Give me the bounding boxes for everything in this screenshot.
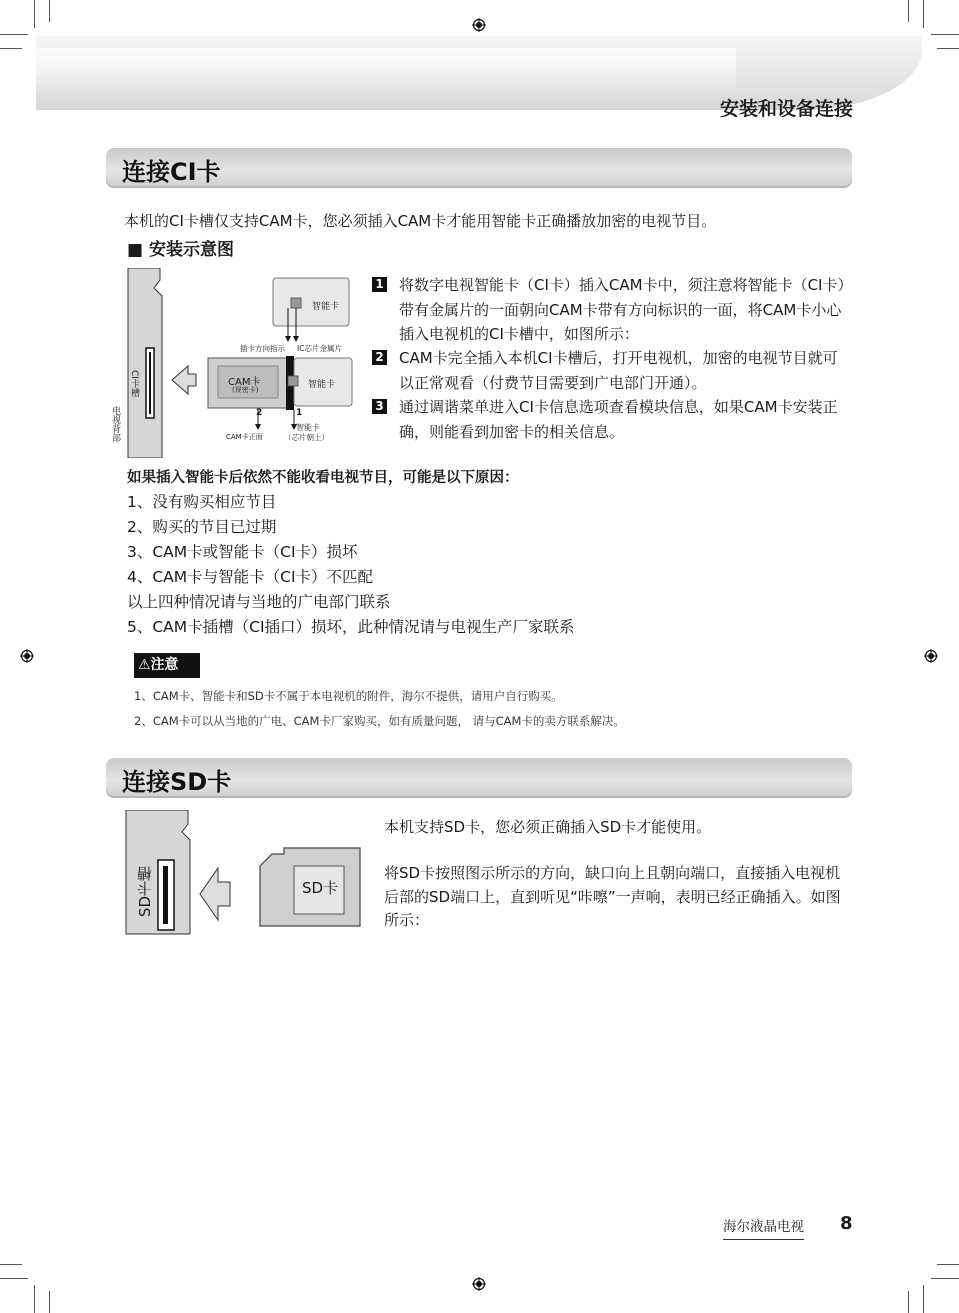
- section-title: 安装和设备连接: [719, 98, 853, 120]
- diagram-label-tv-back: 电视背部: [110, 406, 120, 442]
- sd-section-title: 连接SD卡: [122, 768, 232, 796]
- sd-para-2: 将SD卡按照图示所示的方向，缺口向上且朝向端口，直接插入电视机后部的SD端口上，直到听见“咔嚓”一声响，表明已经正确插入。如图所示：: [384, 864, 841, 929]
- crop-mark: [0, 1278, 28, 1279]
- diagram-label-cam-card: CAM卡: [228, 377, 261, 388]
- diagram-label-smart-card-mid: 智能卡: [308, 380, 336, 390]
- list-item: 3、CAM卡或智能卡（CI卡）损坏: [127, 543, 358, 561]
- sd-para-1: 本机支持SD卡，您必须正确插入SD卡才能使用。: [384, 818, 712, 836]
- chip-icon: [288, 376, 298, 386]
- note-1: 1、CAM卡、智能卡和SD卡不属于本电视机的附件，海尔不提供，请用户自行购买。: [134, 689, 563, 703]
- arrow-head: [285, 336, 291, 342]
- crop-mark: [49, 0, 50, 22]
- diagram-label-cam-front: CAM卡正面: [226, 433, 263, 441]
- ci-install-diagram: [108, 268, 360, 458]
- step-number: 3: [372, 399, 387, 414]
- list-item: 2、购买的节目已过期: [127, 518, 277, 536]
- diagram-label-insert-direction: 插卡方向指示: [240, 344, 285, 353]
- page-header: [0, 94, 959, 124]
- ci-intro: 本机的CI卡槽仅支持CAM卡，您必须插入CAM卡才能用智能卡正确播放加密的电视节目。: [124, 212, 717, 230]
- registration-mark-icon: [472, 18, 486, 32]
- crop-mark: [923, 0, 924, 28]
- ci-section-title: 连接CI卡: [122, 158, 221, 186]
- tv-back-panel: [128, 268, 162, 458]
- crop-mark: [937, 48, 959, 49]
- header-band-highlight: [36, 48, 736, 98]
- registration-mark-icon: [924, 649, 938, 663]
- reasons-list: [127, 490, 575, 640]
- list-item: 1、没有购买相应节目: [127, 493, 277, 511]
- list-item: 以上四种情况请与当地的广电部门联系: [127, 593, 391, 611]
- diagram-label-chip-up: （芯片朝上）: [284, 433, 329, 442]
- diagram-subheading: ■ 安装示意图: [127, 240, 234, 260]
- diagram-label-ci-slot: CI卡槽: [129, 370, 139, 397]
- registration-mark-icon: [20, 649, 34, 663]
- registration-mark-icon: [472, 1277, 486, 1291]
- sd-install-diagram: [120, 810, 370, 936]
- insert-arrow-icon: [200, 868, 230, 920]
- arrow-head: [255, 424, 261, 430]
- crop-mark: [937, 1264, 959, 1265]
- install-step-3: [372, 395, 849, 444]
- crop-mark: [0, 1264, 22, 1265]
- reasons-heading: 如果插入智能卡后依然不能收看电视节目，可能是以下原因：: [127, 470, 519, 486]
- sd-slot-opening: [163, 866, 168, 924]
- crop-mark: [0, 34, 28, 35]
- sd-section-banner: [106, 758, 852, 798]
- ci-slot-opening: [149, 352, 151, 414]
- step-text: CAM卡完全插入本机CI卡槽后，打开电视机，加密的电视节目就可以正常观看（付费节目需要到广电部门开通）。: [399, 349, 838, 392]
- page-number: 8: [840, 1213, 853, 1234]
- crop-mark: [49, 1291, 50, 1313]
- diagram-label-cam-card-sub: (视密卡): [232, 386, 259, 394]
- crop-mark: [908, 1291, 909, 1313]
- note-2: 2、CAM卡可以从当地的广电、CAM卡厂家购买，如有质量问题， 请与CAM卡的卖方联系解决。: [134, 714, 625, 728]
- diagram-label-num1: 1: [296, 408, 303, 418]
- crop-mark: [931, 1278, 959, 1279]
- diagram-label-num2: 2: [256, 408, 263, 418]
- crop-mark: [931, 34, 959, 35]
- crop-mark: [34, 1285, 35, 1313]
- crop-mark: [923, 1285, 924, 1313]
- step-text: 通过调谐菜单进入CI卡信息选项查看模块信息，如果CAM卡安装正确，则能看到加密卡的相关信息。: [399, 398, 838, 441]
- diagram-label-smart-card-bottom: 智能卡: [296, 423, 320, 432]
- diagram-label-ic-chip: IC芯片金属片: [297, 344, 342, 353]
- crop-mark: [908, 0, 909, 22]
- step-text: 将数字电视智能卡（CI卡）插入CAM卡中，须注意将智能卡（CI卡）带有金属片的一面朝向CAM卡带有方向标识的一面，将CAM卡小心插入电视机的CI卡槽中，如图所示：: [399, 276, 845, 343]
- insert-arrow-icon: [172, 366, 196, 394]
- list-item: 4、CAM卡与智能卡（CI卡）不匹配: [127, 568, 374, 586]
- sd-slot-label: SD卡槽: [136, 866, 154, 918]
- warning-badge: ⚠注意: [134, 653, 200, 678]
- install-step-1: [372, 273, 849, 347]
- arrow-head: [293, 336, 299, 342]
- footer-brand: 海尔液晶电视: [723, 1215, 804, 1240]
- diagram-label-smart-card-top: 智能卡: [312, 302, 340, 312]
- install-step-2: [372, 346, 849, 395]
- crop-mark: [0, 48, 22, 49]
- step-number: 1: [372, 277, 387, 292]
- chip-icon: [291, 298, 301, 308]
- list-item: 5、CAM卡插槽（CI插口）损坏，此种情况请与电视生产厂家联系: [127, 618, 575, 636]
- ci-section-banner: [106, 148, 852, 188]
- step-number: 2: [372, 350, 387, 365]
- crop-mark: [34, 0, 35, 28]
- sd-card-label: SD卡: [302, 879, 339, 897]
